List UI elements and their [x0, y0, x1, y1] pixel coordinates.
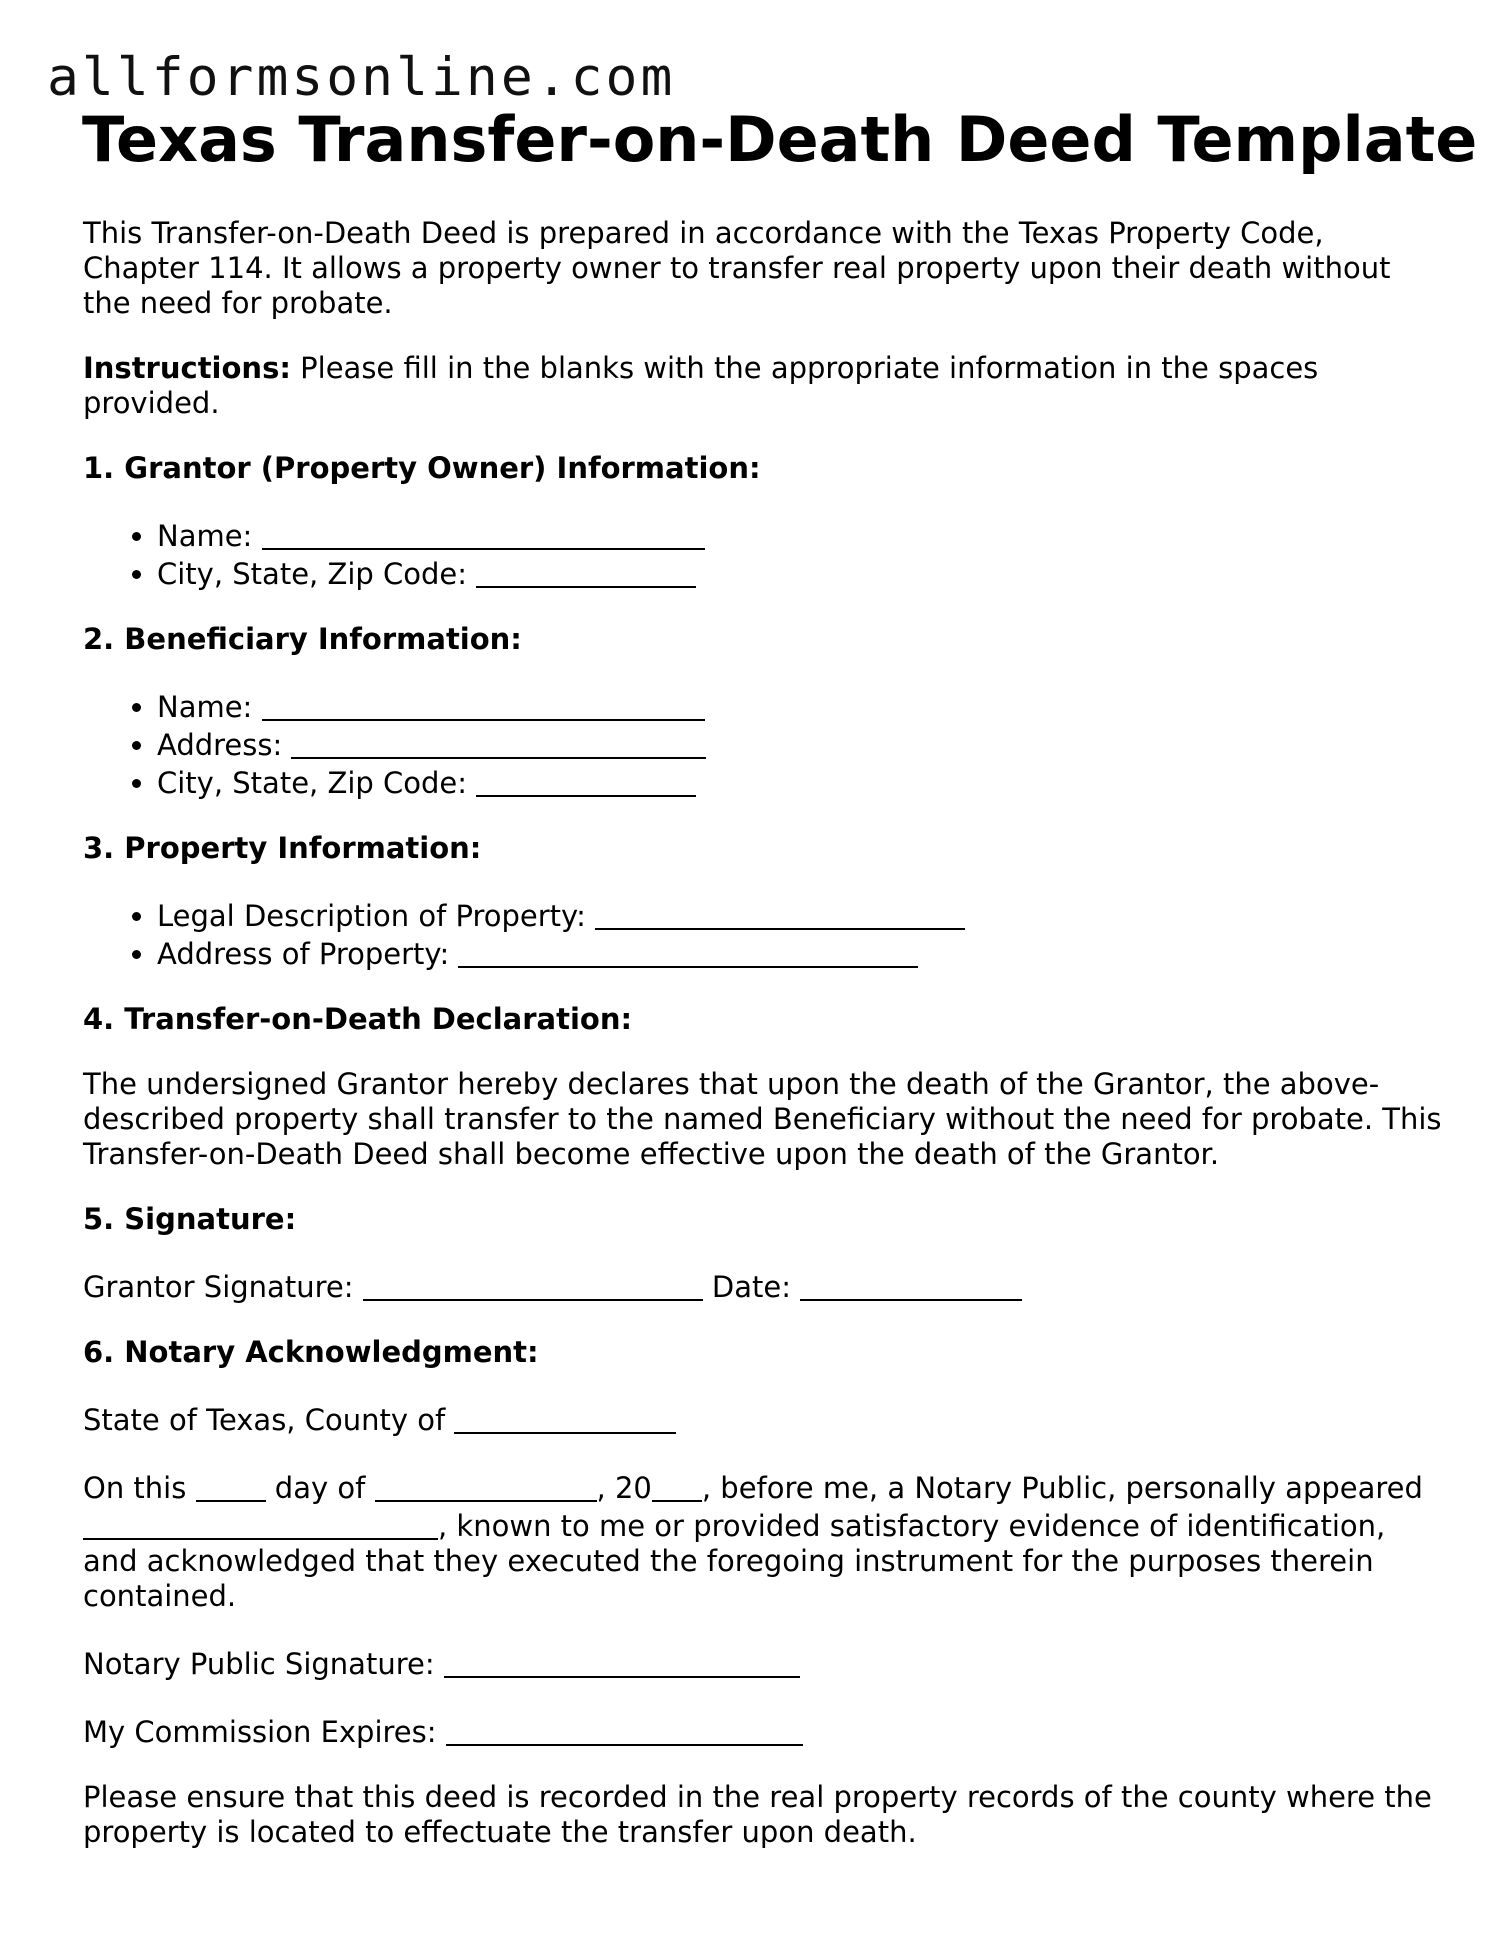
property-fields	[83, 896, 1443, 972]
notary-signature-label: Notary Public Signature:	[83, 1647, 444, 1681]
day-of-text: day of	[265, 1471, 375, 1505]
commission-field[interactable]	[446, 1716, 803, 1746]
grantor-fields	[83, 516, 1443, 592]
declaration-heading: 4. Transfer-on-Death Declaration:	[83, 1002, 633, 1036]
instructions-paragraph	[83, 351, 1443, 421]
grantor-name-field[interactable]	[262, 520, 705, 550]
year-prefix-text: , 20	[596, 1471, 652, 1505]
beneficiary-address-label: Address:	[157, 728, 292, 762]
beneficiary-fields	[83, 687, 1443, 801]
county-line	[83, 1400, 1443, 1438]
date-label: Date:	[702, 1270, 801, 1304]
list-item	[157, 516, 1443, 554]
list-item	[157, 725, 1443, 763]
closing-paragraph: Please ensure that this deed is recorded in the real property records of the county where the property is located to effectuate the transfer upon death.	[83, 1780, 1432, 1849]
notary-heading: 6. Notary Acknowledgment:	[83, 1335, 539, 1369]
beneficiary-city-field[interactable]	[476, 767, 696, 797]
instructions-label: Instructions:	[83, 351, 291, 385]
date-field[interactable]	[800, 1271, 1022, 1301]
page-title: Texas Transfer-on-Death Deed Template	[82, 103, 1478, 176]
beneficiary-address-field[interactable]	[291, 729, 706, 759]
notary-signature-field[interactable]	[444, 1648, 800, 1678]
beneficiary-city-label: City, State, Zip Code:	[157, 766, 477, 800]
grantor-city-field[interactable]	[476, 558, 696, 588]
property-address-label: Address of Property:	[157, 937, 459, 971]
beneficiary-name-field[interactable]	[262, 691, 705, 721]
property-legal-label: Legal Description of Property:	[157, 899, 596, 933]
list-item	[157, 896, 1443, 934]
beneficiary-name-label: Name:	[157, 690, 262, 724]
county-field[interactable]	[454, 1404, 676, 1434]
notary-paragraph	[83, 1468, 1443, 1614]
intro-paragraph: This Transfer-on-Death Deed is prepared in accordance with the Texas Property Code, Chapter 114. It allows a property owner to transfer real property upon their death without the need for probate.	[83, 216, 1391, 320]
grantor-signature-label: Grantor Signature:	[83, 1270, 363, 1304]
grantor-name-label: Name:	[157, 519, 262, 553]
property-heading: 3. Property Information:	[83, 831, 482, 865]
commission-label: My Commission Expires:	[83, 1715, 446, 1749]
beneficiary-heading: 2. Beneficiary Information:	[83, 622, 522, 656]
grantor-signature-field[interactable]	[363, 1271, 703, 1301]
signature-line	[83, 1267, 1443, 1305]
grantor-heading: 1. Grantor (Property Owner) Information:	[83, 451, 761, 485]
commission-line	[83, 1712, 1443, 1750]
county-label: State of Texas, County of	[83, 1403, 455, 1437]
notary-signature-line	[83, 1644, 1443, 1682]
list-item	[157, 763, 1443, 801]
instructions-text: Please fill in the blanks with the appropriate information in the spaces provided.	[83, 351, 1319, 420]
declaration-paragraph: The undersigned Grantor hereby declares that upon the death of the Grantor, the above-described property shall transfer to the named Beneficiary without the need for probate. This Transfer-on-Death Deed shall become effective upon the death of the Grantor.	[83, 1067, 1442, 1171]
list-item	[157, 934, 1443, 972]
appeared-name-field[interactable]	[83, 1510, 438, 1540]
property-legal-field[interactable]	[595, 900, 965, 930]
grantor-city-label: City, State, Zip Code:	[157, 557, 477, 591]
signature-heading: 5. Signature:	[83, 1202, 297, 1236]
month-field[interactable]	[375, 1472, 597, 1502]
list-item	[157, 554, 1443, 592]
document-body	[83, 216, 1443, 1880]
property-address-field[interactable]	[458, 938, 918, 968]
list-item	[157, 687, 1443, 725]
watermark: allformsonline.com	[47, 47, 676, 108]
before-me-text: , before me, a Notary Public, personally appeared	[701, 1471, 1423, 1505]
day-field[interactable]	[196, 1472, 266, 1502]
notary-rest-text: , known to me or provided satisfactory evidence of identification, and acknowledged that they executed the foregoing instrument for the purposes therein contained.	[83, 1509, 1386, 1613]
on-this-text: On this	[83, 1471, 196, 1505]
year-field[interactable]	[652, 1472, 702, 1502]
